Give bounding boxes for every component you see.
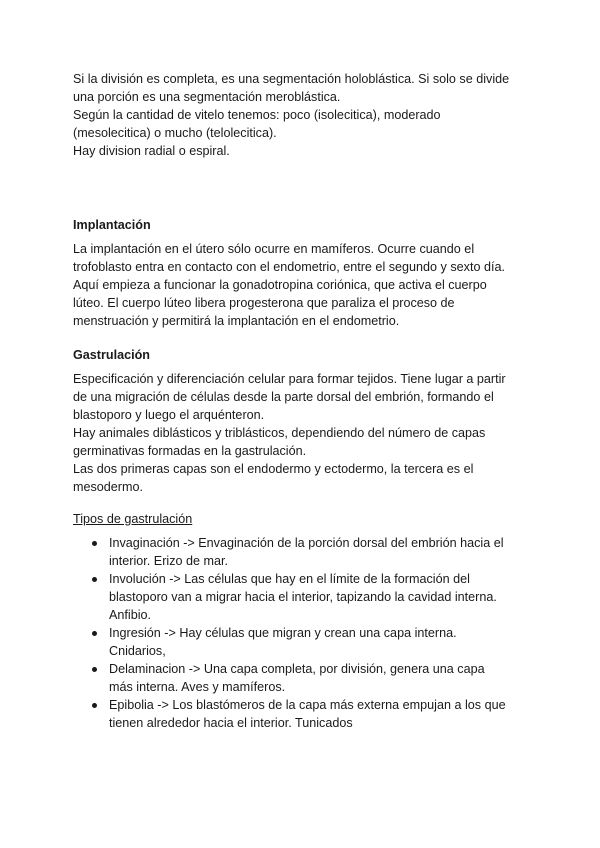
text-line: germinativas formadas en la gastrulación. [73, 444, 307, 458]
text-line: Las dos primeras capas son el endodermo y ectodermo, la tercera es el [73, 462, 474, 476]
section-heading-implantacion: Implantación [73, 218, 151, 232]
text-line: Epibolia -> Los blastómeros de la capa más externa empujan a los que [109, 698, 506, 712]
spacer [73, 496, 543, 510]
text-line: La implantación en el útero sólo ocurre en mamíferos. Ocurre cuando el [73, 242, 475, 256]
text-line: tienen alrededor hacia el interior. Tunicados [109, 716, 353, 730]
text-line: lúteo. El cuerpo lúteo libera progesterona que paraliza el proceso de [73, 296, 455, 310]
implantacion-paragraph [73, 240, 543, 330]
text-line: Especificación y diferenciación celular para formar tejidos. Tiene lugar a partir [73, 372, 506, 386]
text-line: más interna. Aves y mamíferos. [109, 680, 286, 694]
text-line: (mesolecitica) o mucho (telolecitica). [73, 126, 277, 140]
list-item [73, 534, 543, 570]
list-item [73, 660, 543, 696]
text-line: Cnidarios, [109, 644, 166, 658]
text-line: Hay division radial o espiral. [73, 144, 230, 158]
bullet-icon [92, 631, 97, 636]
intro-paragraph [73, 70, 543, 160]
list-item [73, 696, 543, 732]
text-line: una porción es una segmentación meroblástica. [73, 90, 341, 104]
bullet-icon [92, 703, 97, 708]
spacer [73, 330, 543, 346]
text-line: Anfibio. [109, 608, 152, 622]
text-line: Aquí empieza a funcionar la gonadotropina coriónica, que activa el cuerpo [73, 278, 487, 292]
text-line: Según la cantidad de vitelo tenemos: poco (isolecitica), moderado [73, 108, 441, 122]
text-line: Invaginación -> Envaginación de la porción dorsal del embrión hacia el [109, 536, 504, 550]
subheading-tipos: Tipos de gastrulación [73, 512, 193, 526]
document-page [73, 70, 543, 732]
section-heading-gastrulacion: Gastrulación [73, 348, 150, 362]
spacer [73, 160, 543, 216]
text-line: interior. Erizo de mar. [109, 554, 228, 568]
text-line: menstruación y permitirá la implantación en el endometrio. [73, 314, 400, 328]
text-line: Delaminacion -> Una capa completa, por división, genera una capa [109, 662, 485, 676]
text-line: de una migración de células desde la parte dorsal del embrión, formando el [73, 390, 494, 404]
text-line: Involución -> Las células que hay en el límite de la formación del [109, 572, 470, 586]
bullet-icon [92, 667, 97, 672]
bullet-icon [92, 577, 97, 582]
tipos-list [73, 534, 543, 732]
text-line: mesodermo. [73, 480, 143, 494]
text-line: Hay animales diblásticos y triblásticos, dependiendo del número de capas [73, 426, 486, 440]
text-line: trofoblasto entra en contacto con el endometrio, entre el segundo y sexto día. [73, 260, 505, 274]
gastrulacion-paragraph [73, 370, 543, 496]
list-item [73, 624, 543, 660]
list-item [73, 570, 543, 624]
text-line: Ingresión -> Hay células que migran y crean una capa interna. [109, 626, 457, 640]
text-line: blastoporo y luego el arquénteron. [73, 408, 265, 422]
text-line: blastoporo van a migrar hacia el interior, tapizando la cavidad interna. [109, 590, 497, 604]
bullet-icon [92, 541, 97, 546]
text-line: Si la división es completa, es una segmentación holoblástica. Si solo se divide [73, 72, 510, 86]
